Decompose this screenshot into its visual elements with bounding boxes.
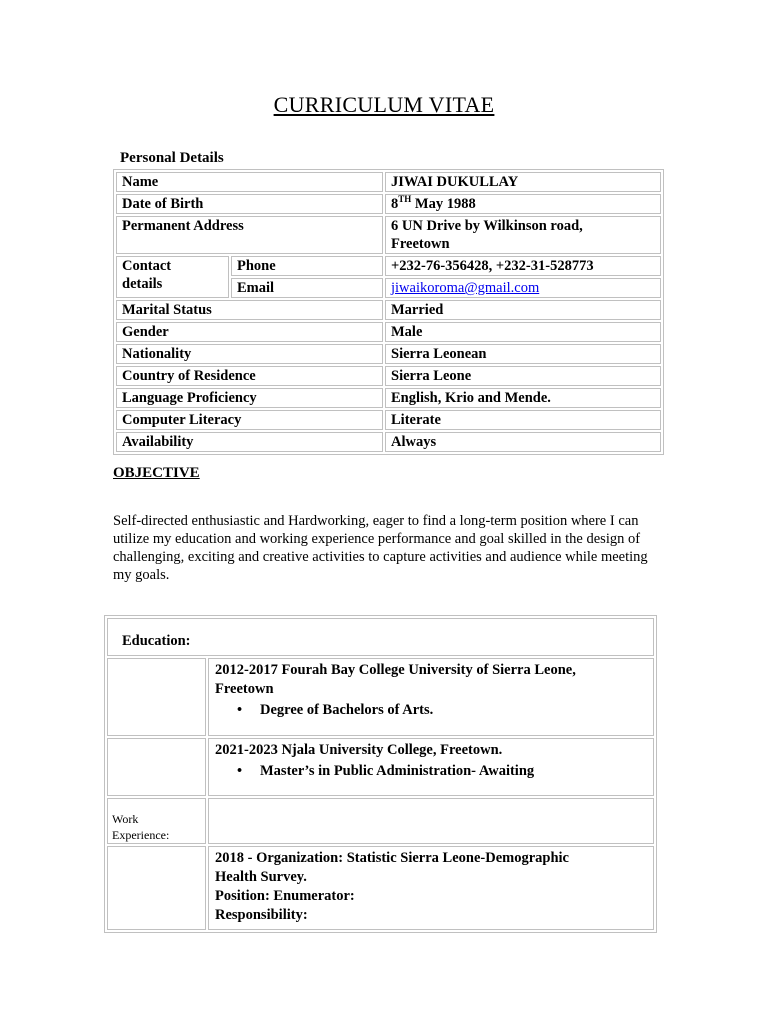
table-row [107, 618, 654, 656]
education-table [104, 615, 657, 933]
address-label: Permanent Address [116, 216, 383, 254]
objective-heading: OBJECTIVE [113, 465, 200, 481]
work-experience-label [107, 798, 206, 844]
bullet-icon: • [237, 763, 243, 779]
table-row [116, 410, 661, 430]
table-row [116, 194, 661, 214]
work-label-line-2: Experience: [112, 828, 170, 842]
education-entry-2 [208, 738, 654, 796]
phone-label: Phone [231, 256, 383, 276]
address-value [385, 216, 661, 254]
education-entry-2-degree: Master’s in Public Administration- Awaiting [260, 763, 535, 779]
detail-label: Availability [116, 432, 383, 452]
table-row [116, 172, 661, 192]
table-row [107, 798, 654, 844]
table-row [107, 658, 654, 736]
education-entry-1-degree: Degree of Bachelors of Arts. [260, 702, 434, 718]
education-entry-1-line-1: 2012-2017 Fourah Bay College University of Sierra Leone, [215, 662, 576, 678]
detail-label: Country of Residence [116, 366, 383, 386]
detail-value: Sierra Leonean [385, 344, 661, 364]
list-item [215, 762, 648, 781]
dob-rest: May 1988 [411, 196, 476, 212]
education-entry-1 [208, 658, 654, 736]
contact-label [116, 256, 229, 298]
detail-value: Male [385, 322, 661, 342]
work-entry-responsibility: Responsibility: [215, 907, 308, 923]
email-link[interactable]: jiwaikoroma@gmail.com [391, 280, 540, 296]
document-title: CURRICULUM VITAE [273, 92, 495, 117]
empty-cell [107, 846, 206, 930]
table-row [116, 322, 661, 342]
education-entry-2-line-1: 2021-2023 Njala University College, Freetown. [215, 742, 503, 758]
dob-day: 8 [391, 196, 399, 212]
personal-details-heading: Personal Details [120, 150, 224, 166]
name-label: Name [116, 172, 383, 192]
detail-value: English, Krio and Mende. [385, 388, 661, 408]
table-row [116, 216, 661, 254]
dob-label: Date of Birth [116, 194, 383, 214]
address-line-2: Freetown [391, 236, 450, 252]
education-heading: Education: [107, 618, 654, 656]
dob-suffix: TH [398, 194, 412, 205]
contact-label-line-2: details [122, 276, 163, 292]
address-line-1: 6 UN Drive by Wilkinson road, [391, 218, 583, 234]
table-row [116, 300, 661, 320]
objective-text: Self-directed enthusiastic and Hardworking, eager to find a long-term position where I can utilize my education and working experience performance and goal skilled in the design of challenging, exciting and creative activities to capture activities and audience while meeting my goals. [113, 513, 648, 583]
table-row [116, 388, 661, 408]
work-label-line-1: Work [112, 812, 139, 826]
detail-label: Marital Status [116, 300, 383, 320]
work-entry [208, 846, 654, 930]
detail-label: Gender [116, 322, 383, 342]
work-entry-position: Position: Enumerator: [215, 888, 355, 904]
table-row [116, 344, 661, 364]
bullet-icon: • [237, 702, 243, 718]
name-value: JIWAI DUKULLAY [385, 172, 661, 192]
contact-label-line-1: Contact [122, 258, 172, 274]
table-row [116, 432, 661, 452]
work-entry-line-2: Health Survey. [215, 869, 307, 885]
phone-value: +232-76-356428, +232-31-528773 [385, 256, 661, 276]
email-cell [385, 278, 661, 298]
dob-value [385, 194, 661, 214]
detail-value: Married [385, 300, 661, 320]
personal-details-table [113, 169, 664, 455]
detail-label: Language Proficiency [116, 388, 383, 408]
table-row [116, 256, 661, 276]
email-label: Email [231, 278, 383, 298]
empty-cell [208, 798, 654, 844]
detail-label: Computer Literacy [116, 410, 383, 430]
empty-cell [107, 658, 206, 736]
detail-value: Literate [385, 410, 661, 430]
table-row [107, 846, 654, 930]
personal-details-rows [116, 300, 661, 452]
detail-label: Nationality [116, 344, 383, 364]
detail-value: Always [385, 432, 661, 452]
detail-value: Sierra Leone [385, 366, 661, 386]
list-item [215, 701, 648, 720]
education-entry-1-line-2: Freetown [215, 681, 274, 697]
table-row [116, 366, 661, 386]
empty-cell [107, 738, 206, 796]
work-entry-line-1: 2018 - Organization: Statistic Sierra Leone-Demographic [215, 850, 569, 866]
table-row [107, 738, 654, 796]
